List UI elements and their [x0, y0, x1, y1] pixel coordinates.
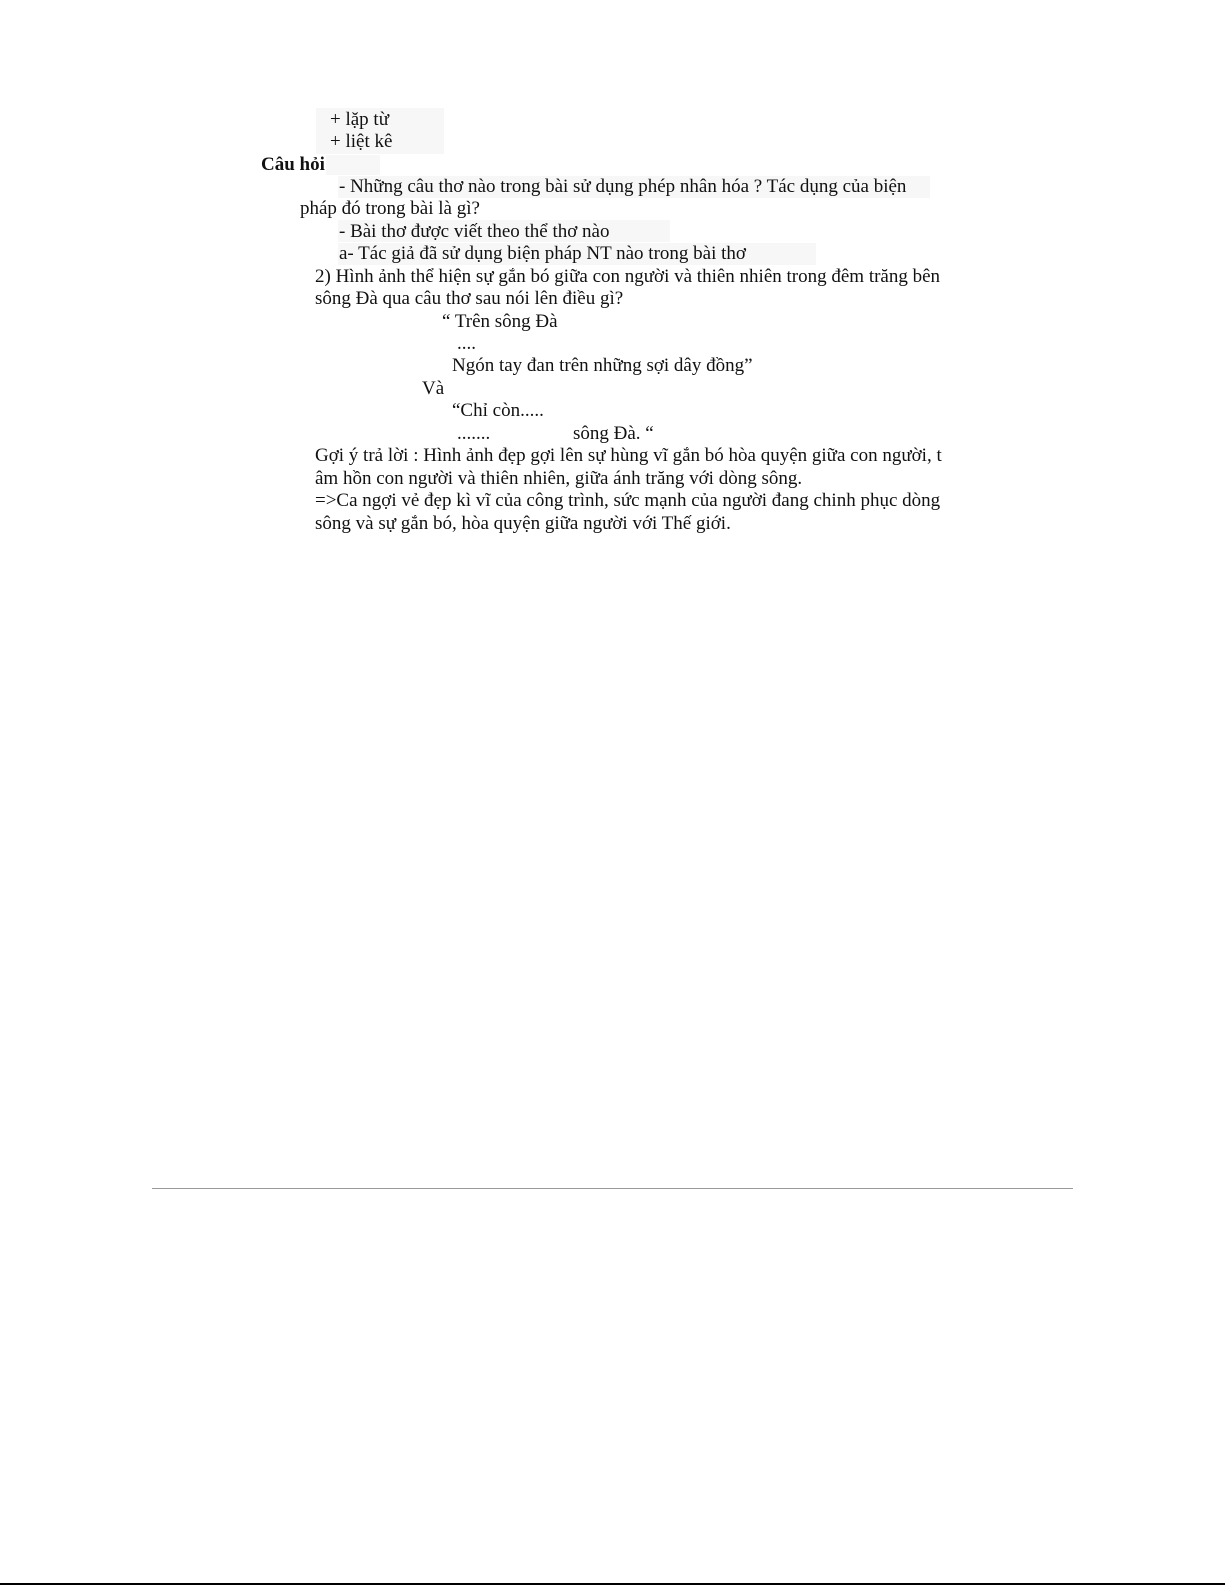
- question-line: - Bài thơ được viết theo thể thơ nào: [339, 221, 610, 242]
- list-item: + liệt kê: [330, 131, 393, 152]
- question-line: a- Tác giả đã sử dụng biện pháp NT nào trong bài thơ: [339, 243, 746, 264]
- list-item: + lặp từ: [330, 109, 390, 130]
- poem-line: sông Đà. “: [573, 423, 654, 444]
- poem-line: ....: [457, 333, 476, 354]
- poem-line: .......: [457, 423, 491, 444]
- question-line: sông Đà qua câu thơ sau nói lên điều gì?: [315, 288, 624, 309]
- answer-line: âm hồn con người và thiên nhiên, giữa ánh trăng với dòng sông.: [315, 468, 803, 489]
- section-heading: Câu hỏi: [261, 154, 325, 175]
- question-line: pháp đó trong bài là gì?: [300, 198, 480, 219]
- poem-line: “Chỉ còn.....: [452, 400, 544, 421]
- page-divider: [152, 1188, 1073, 1189]
- question-line: - Những câu thơ nào trong bài sử dụng phép nhân hóa ? Tác dụng của biện: [339, 176, 907, 197]
- answer-line: Gợi ý trả lời : Hình ảnh đẹp gợi lên sự hùng vĩ gắn bó hòa quyện giữa con người, t: [315, 445, 942, 466]
- answer-line: =>Ca ngợi vẻ đẹp kì vĩ của công trình, sức mạnh của người đang chinh phục dòng: [315, 490, 941, 511]
- answer-line: sông và sự gắn bó, hòa quyện giữa người với Thế giới.: [315, 513, 731, 534]
- poem-line: Ngón tay đan trên những sợi dây đồng”: [452, 355, 753, 376]
- highlight-block: [326, 155, 380, 175]
- question-line: 2) Hình ảnh thể hiện sự gắn bó giữa con người và thiên nhiên trong đêm trăng bên: [315, 266, 941, 287]
- poem-line: “ Trên sông Đà: [442, 311, 558, 332]
- poem-connector: Và: [422, 378, 445, 399]
